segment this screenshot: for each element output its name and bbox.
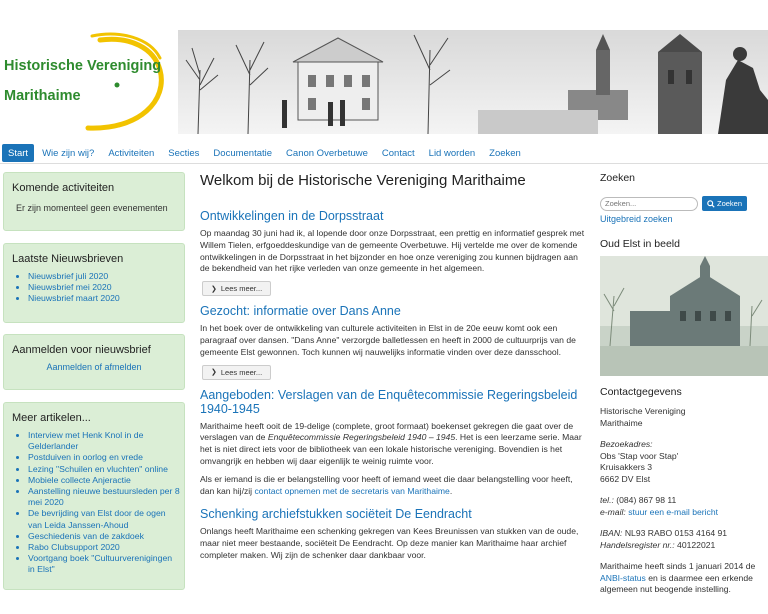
address-line: Obs 'Stap voor Stap'	[600, 450, 679, 461]
article-text: Op maandag 30 juni had ik, al lopende door onze Dorpsstraat, een prettig en informatief gesprek met Willem Tielen, erfgoeddeskundige van de gemeente Overbetuwe. Hij vertelde me over de komende ontwikkelingen in de Dorpsstraat in het bijzonder en hoe onze vereniging zou kunnen bijdragen aan de bekendheid van het rijke verleden van onze gemeente in het algemeen.	[200, 228, 585, 274]
anbi-link[interactable]: ANBI-status	[600, 572, 646, 583]
search-input[interactable]	[600, 197, 698, 211]
contact-title: Contactgegevens	[600, 386, 682, 398]
logo-swoosh-icon	[0, 30, 178, 138]
article-text: Onlangs heeft Marithaime een schenking gekregen van Kees Breunissen van stukken van de oude, maar niet meer bestaande, sociëteit De Eendracht. Op deze manier kan Marithaime haar archief completer maken. Wij zijn de schenker daar dankbaar voor.	[200, 526, 579, 560]
search-button[interactable]: Zoeken	[702, 196, 747, 211]
kvk-number: Handelsregister nr.: 40122021	[600, 539, 716, 550]
article-dans-anne	[200, 304, 588, 387]
nav-item-lid-worden[interactable]: Lid worden	[428, 148, 476, 159]
nav-item-start[interactable]: Start	[2, 144, 34, 162]
no-events-text: Er zijn momenteel geen evenementen	[16, 203, 168, 213]
article-title[interactable]: Schenking archiefstukken sociëteit De Eendracht	[200, 507, 472, 522]
logo-line-2: Marithaime	[4, 88, 81, 104]
nav-item-zoeken[interactable]: Zoeken	[489, 148, 521, 159]
article-title[interactable]: Aangeboden: Verslagen van de Enquêtecommissie Regeringsbeleid 1940-1945	[200, 387, 578, 416]
article-title[interactable]: Gezocht: informatie over Dans Anne	[200, 304, 401, 319]
address-line: Kruisakkers 3	[600, 462, 653, 472]
search-icon	[707, 200, 715, 208]
logo-line-1: Historische Vereniging	[4, 58, 162, 74]
main-content	[200, 172, 588, 568]
newsletters-box	[3, 243, 185, 323]
chevron-right-icon: ❯	[211, 285, 217, 293]
header-banner-image	[178, 30, 768, 134]
more-articles-box	[3, 402, 185, 590]
list-item[interactable]: • Geschiedenis van de zakdoek	[28, 531, 180, 542]
article-text: In het boek over de ontwikkeling van culturele activiteiten in Elst in de 20e eeuw komt ook een paragraaf over dansen. "Dans Anne" verzorgde balletlessen en heeft in 2000 de cultuurprijs van de gemeente Elst gewonnen. Toch kunnen wij nauwelijks informatie vinden over deze dansschool.	[200, 323, 576, 357]
search-title: Zoeken	[600, 172, 636, 184]
nav-item-documentatie[interactable]: Documentatie	[213, 148, 273, 159]
search-row	[600, 196, 768, 211]
newsletter-signup-title: Aanmelden voor nieuwsbrief	[12, 344, 151, 356]
main-navigation	[0, 144, 768, 164]
article-dorpsstraat	[200, 209, 588, 304]
read-more-button[interactable]: ❯ Lees meer...	[202, 365, 271, 380]
list-item[interactable]: • Aanstelling nieuwe bestuursleden per 8 mei 2020	[28, 486, 180, 508]
photo-title: Oud Elst in beeld	[600, 238, 680, 250]
address-label: Bezoekadres:	[600, 439, 653, 449]
nav-item-canon-overbetuwe[interactable]: Canon Overbetuwe	[286, 148, 368, 159]
list-item[interactable]: • Postduiven in oorlog en vrede	[28, 452, 180, 463]
upcoming-activities-title: Komende activiteiten	[12, 182, 115, 194]
list-item[interactable]: • Interview met Henk Knol in de Gelderlander	[28, 430, 180, 452]
list-item[interactable]: • Voortgang boek "Cultuurverenigingen in Elst"	[28, 553, 180, 575]
list-item[interactable]: • De bevrijding van Elst door de ogen van Leida Janssen-Ahoud	[28, 508, 180, 530]
email: e-mail: stuur een e-mail bericht	[600, 506, 718, 517]
email-link[interactable]: stuur een e-mail bericht	[628, 506, 718, 517]
site-logo[interactable]	[0, 30, 178, 138]
anbi-text: Marithaime heeft sinds 1 januari 2014 de ANBI-status en is daarmee een erkende algemeen nut beogende instelling.	[600, 561, 756, 594]
org-name: Historische Vereniging	[600, 406, 686, 416]
right-sidebar	[600, 172, 768, 596]
advanced-search-link[interactable]: Uitgebreid zoeken	[600, 214, 673, 224]
list-item[interactable]: • Nieuwsbrief mei 2020	[28, 282, 180, 293]
nav-item-secties[interactable]: Secties	[168, 148, 200, 159]
more-articles-title: Meer artikelen...	[12, 412, 91, 424]
contact-section	[600, 386, 768, 596]
nav-item-contact[interactable]: Contact	[381, 148, 415, 159]
newsletters-title: Laatste Nieuwsbrieven	[12, 253, 124, 265]
iban: IBAN: NL93 RABO 0153 4164 91	[600, 528, 728, 538]
org-name-2: Marithaime	[600, 417, 643, 428]
article-text-2: Als er iemand is die er belangstelling voor heeft of iemand weet die daar belangstelling voor heeft, dan kan hij/zij contact opnemen met de secretaris van Marithaime.	[200, 473, 573, 496]
list-item[interactable]: • Nieuwsbrief maart 2020	[28, 293, 180, 304]
article-enquetecommissie	[200, 388, 588, 498]
old-elst-photo[interactable]	[600, 256, 768, 376]
list-item[interactable]: • Nieuwsbrief juli 2020	[28, 271, 180, 282]
telephone: tel.: (084) 867 98 11	[600, 495, 677, 505]
header	[0, 0, 768, 140]
nav-item-activiteiten[interactable]: Activiteiten	[108, 148, 155, 159]
read-more-button[interactable]: ❯ Lees meer...	[202, 281, 271, 296]
page-title: Welkom bij de Historische Vereniging Marithaime	[200, 172, 526, 189]
article-eendracht	[200, 507, 588, 561]
list-item[interactable]: • Mobiele collecte Anjeractie	[28, 475, 180, 486]
chevron-right-icon: ❯	[211, 369, 217, 377]
list-item[interactable]: • Lezing "Schuilen en vluchten" online	[28, 464, 180, 475]
newsletter-signup-box	[3, 334, 185, 390]
contact-secretary-link[interactable]: contact opnemen met de secretaris van Marithaime	[254, 485, 450, 496]
signup-link[interactable]: Aanmelden of afmelden	[46, 362, 142, 372]
article-title[interactable]: Ontwikkelingen in de Dorpsstraat	[200, 209, 384, 223]
list-item[interactable]: • Rabo Clubsupport 2020	[28, 542, 180, 553]
upcoming-activities-box	[3, 172, 185, 231]
article-text: Marithaime heeft ooit de 19-delige (complete, groot formaat) boekenset gekregen die gaat over de verslagen van de Enquêtecommissie Regeringsbeleid 1940 – 1945. Het is een leerzame serie. Maar het is niet direct iets voor de bibliotheek van een lokale historische vereniging. Bovendien is het omvangrijk en hebben wij daar eigenlijk te weinig ruimte voor.	[200, 420, 582, 466]
nav-item-wie-zijn-wij[interactable]: Wie zijn wij?	[42, 148, 95, 159]
address-line: 6662 DV Elst	[600, 473, 651, 484]
